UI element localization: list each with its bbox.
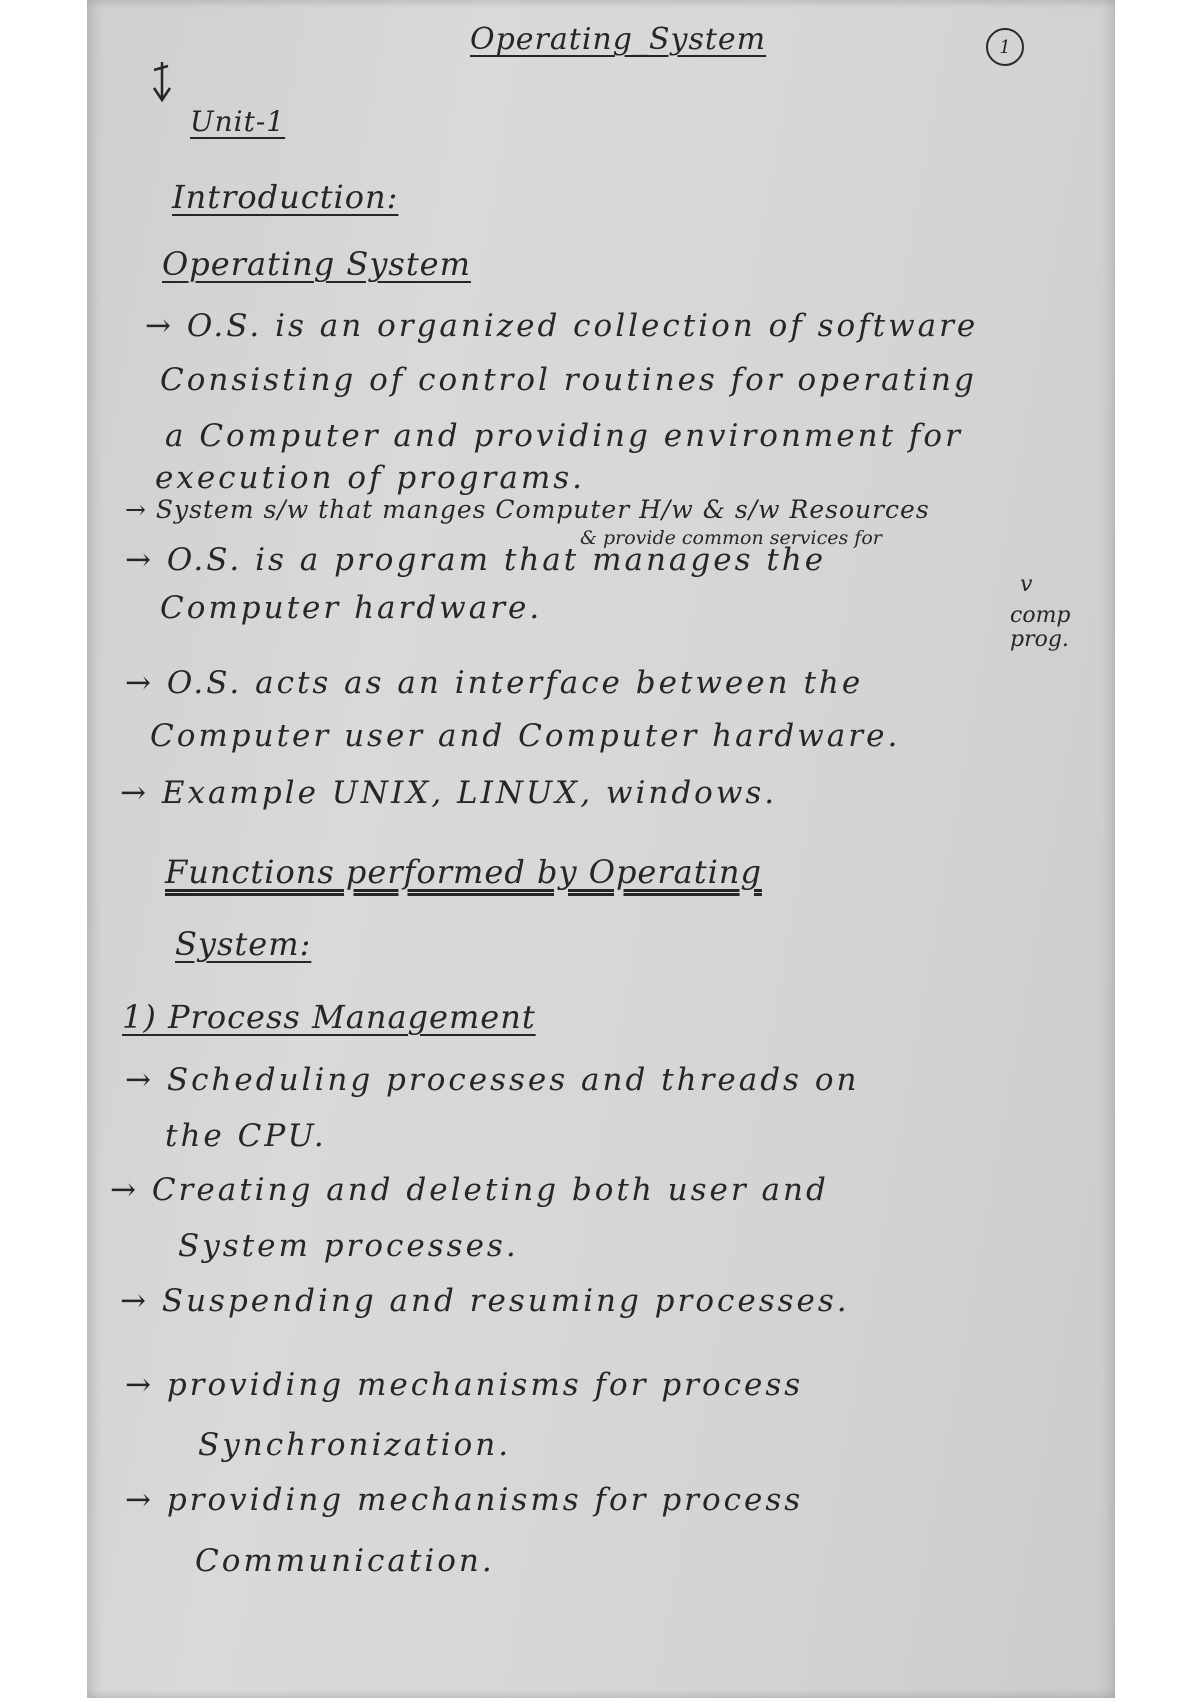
process-point-3-line-1: → Suspending and resuming processes.: [120, 1283, 850, 1319]
intro-point-3-margin-prog: prog.: [1010, 627, 1069, 652]
process-point-2-line-1: → Creating and deleting both user and: [110, 1172, 829, 1208]
intro-point-3-insert-above: & provide common services for: [580, 527, 882, 549]
intro-point-1-line-2: Consisting of control routines for operating: [160, 362, 977, 398]
introduction-heading: Introduction:: [172, 178, 399, 216]
intro-point-5-line-1: → Example UNIX, LINUX, windows.: [120, 775, 778, 811]
functions-heading-line-2: System:: [175, 925, 312, 963]
intro-point-3-margin-comp: comp: [1010, 603, 1071, 628]
intro-point-1-line-3: a Computer and providing environment for: [165, 418, 963, 454]
functions-heading-line-1: Functions performed by Operating: [165, 853, 762, 891]
process-point-4-line-1: → providing mechanisms for process: [125, 1367, 804, 1403]
intro-point-3-line-2: Computer hardware.: [160, 590, 543, 626]
process-point-5-line-1: → providing mechanisms for process: [125, 1482, 804, 1518]
intro-point-1-line-4: execution of programs.: [155, 460, 585, 496]
process-point-2-line-2: System processes.: [178, 1228, 519, 1264]
margin-arrow-mark-icon: [148, 58, 178, 108]
process-point-4-line-2: Synchronization.: [198, 1427, 512, 1463]
operating-system-subheading: Operating System: [162, 245, 471, 283]
intro-point-3-margin-insert-caret: v: [1020, 572, 1033, 597]
intro-point-1-line-1: → O.S. is an organized collection of software: [145, 308, 979, 344]
process-management-heading: 1) Process Management: [122, 998, 536, 1036]
intro-point-4-line-1: → O.S. acts as an interface between the: [125, 665, 864, 701]
process-point-1-line-2: the CPU.: [165, 1118, 327, 1154]
intro-point-4-line-2: Computer user and Computer hardware.: [150, 718, 901, 754]
process-point-1-line-1: → Scheduling processes and threads on: [125, 1062, 860, 1098]
intro-point-2-line-1: → System s/w that manges Computer H/w & s/w Resources: [125, 495, 930, 524]
page-title: Operating_System: [470, 22, 767, 57]
intro-point-3-line-1: → O.S. is a program that manages the: [125, 542, 827, 578]
process-point-5-line-2: Communication.: [195, 1543, 495, 1579]
page-number: 1: [986, 28, 1024, 66]
unit-label: Unit-1: [190, 105, 286, 138]
